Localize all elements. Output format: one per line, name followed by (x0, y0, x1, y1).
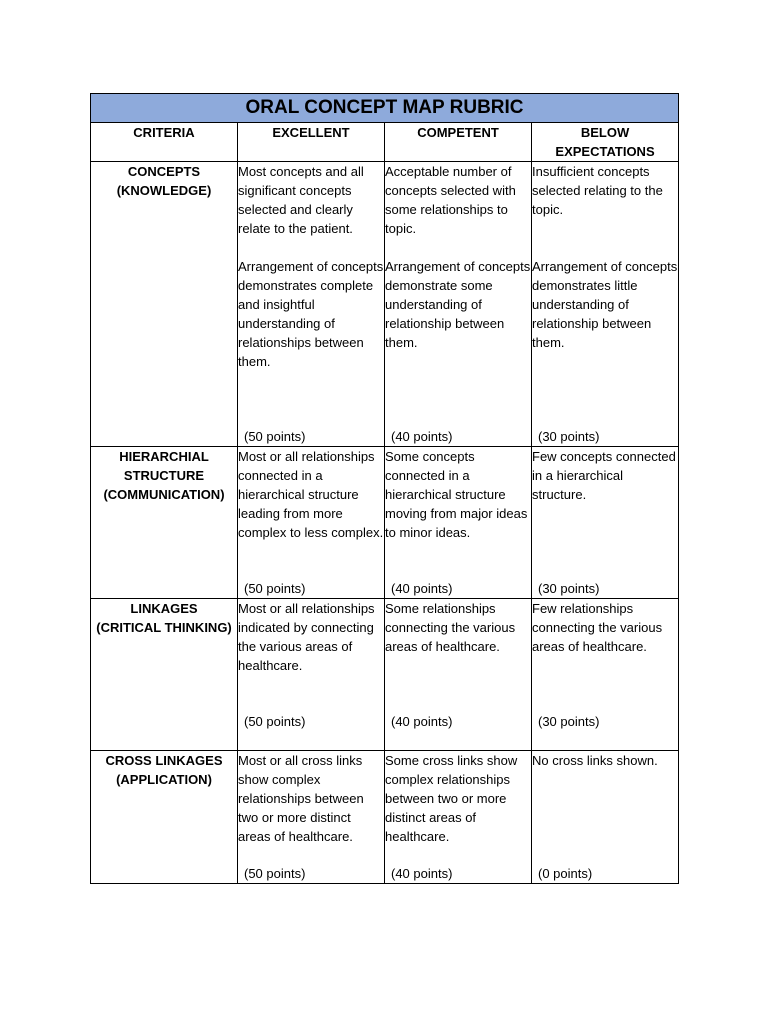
competent-cell (385, 751, 532, 884)
header-row (91, 123, 679, 162)
criteria-line: (APPLICATION) (116, 772, 212, 787)
points-label: (50 points) (244, 714, 306, 729)
points-label: (50 points) (244, 581, 306, 596)
criteria-cell (91, 162, 238, 447)
title-row (91, 94, 679, 123)
points-label: (30 points) (538, 429, 600, 444)
cell-text: Most or all relationships indicated by connecting the various areas of healthcare. (238, 601, 375, 673)
below-expectations-cell (532, 162, 679, 447)
points-label: (50 points) (244, 429, 306, 444)
header-competent: COMPETENT (385, 123, 532, 162)
header-below-expectations: BELOW EXPECTATIONS (532, 123, 679, 162)
table-row (91, 447, 679, 599)
excellent-cell (238, 162, 385, 447)
cell-text: Insufficient concepts selected relating to the topic. (532, 164, 663, 217)
points-label: (0 points) (538, 866, 593, 881)
rubric-table (90, 93, 679, 884)
competent-cell (385, 447, 532, 599)
cell-text: Most concepts and all significant concepts selected and clearly relate to the patient. (238, 164, 364, 236)
criteria-cell (91, 599, 238, 751)
criteria-line: LINKAGES (130, 601, 198, 616)
below-expectations-cell (532, 447, 679, 599)
header-excellent: EXCELLENT (238, 123, 385, 162)
table-row (91, 599, 679, 751)
cell-text: Arrangement of concepts demonstrates little understanding of relationship between them. (532, 259, 678, 350)
below-expectations-cell (532, 751, 679, 884)
cell-text: Few relationships connecting the various areas of healthcare. (532, 601, 663, 654)
table-row (91, 162, 679, 447)
criteria-line: STRUCTURE (123, 468, 205, 483)
cell-text: No cross links shown. (532, 753, 658, 768)
cell-text: Acceptable number of concepts selected with some relationships to topic. (385, 164, 516, 236)
points-label: (40 points) (391, 866, 453, 881)
points-label: (40 points) (391, 714, 453, 729)
table-row (91, 751, 679, 884)
criteria-line: CONCEPTS (127, 164, 201, 179)
excellent-cell (238, 447, 385, 599)
criteria-line: CROSS LINKAGES (105, 753, 223, 768)
points-label: (40 points) (391, 581, 453, 596)
criteria-line: (COMMUNICATION) (103, 487, 225, 502)
points-label: (30 points) (538, 714, 600, 729)
cell-text: Most or all cross links show complex relationships between two or more distinct areas of healthcare. (238, 753, 364, 844)
cell-text: Most or all relationships connected in a hierarchical structure leading from more complex to less complex. (238, 449, 384, 540)
cell-text: Some concepts connected in a hierarchical structure moving from major ideas to minor ideas. (385, 449, 528, 540)
criteria-cell (91, 447, 238, 599)
criteria-line: (CRITICAL THINKING) (96, 620, 232, 635)
points-label: (30 points) (538, 581, 600, 596)
cell-text: Few concepts connected in a hierarchical structure. (532, 449, 676, 502)
cell-text: Arrangement of concepts demonstrate some understanding of relationship between them. (385, 259, 531, 350)
criteria-line: (KNOWLEDGE) (116, 183, 212, 198)
excellent-cell (238, 751, 385, 884)
criteria-cell (91, 751, 238, 884)
points-label: (40 points) (391, 429, 453, 444)
below-expectations-cell (532, 599, 679, 751)
excellent-cell (238, 599, 385, 751)
header-criteria: CRITERIA (91, 123, 238, 162)
cell-text: Some cross links show complex relationships between two or more distinct areas of healthcare. (385, 753, 518, 844)
cell-text: Arrangement of concepts demonstrates complete and insightful understanding of relationships between them. (238, 259, 384, 369)
criteria-line: HIERARCHIAL (119, 449, 209, 464)
competent-cell (385, 162, 532, 447)
points-label: (50 points) (244, 866, 306, 881)
cell-text: Some relationships connecting the various areas of healthcare. (385, 601, 516, 654)
rubric-title: ORAL CONCEPT MAP RUBRIC (91, 94, 679, 123)
competent-cell (385, 599, 532, 751)
